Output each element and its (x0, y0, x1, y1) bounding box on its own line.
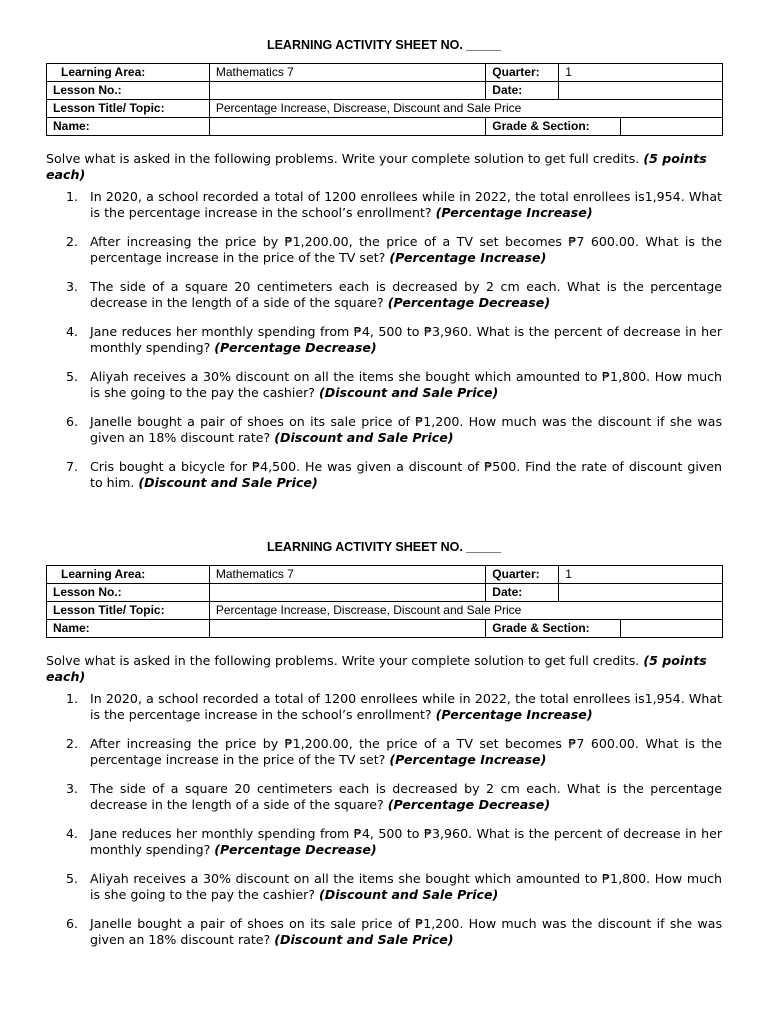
problem-topic-tag: (Percentage Increase) (389, 249, 547, 265)
problem-number: 1. (66, 189, 79, 204)
lesson-no-label: Lesson No.: (47, 82, 210, 100)
problem-topic-tag: (Discount and Sale Price) (138, 474, 318, 490)
learning-area-value: Mathematics 7 (209, 566, 485, 584)
problem-text: Cris bought a bicycle for ₱4,500. He was given a discount of ₱500. Find the rate of discount given to him. (90, 459, 722, 490)
problem-number: 1. (66, 691, 79, 706)
lesson-title-label: Lesson Title/ Topic: (47, 100, 210, 118)
date-field[interactable] (559, 82, 723, 100)
name-field[interactable] (209, 620, 485, 638)
lesson-title-label: Lesson Title/ Topic: (47, 602, 210, 620)
name-field[interactable] (209, 118, 485, 136)
problem-number: 4. (66, 826, 79, 841)
problem-topic-tag: (Percentage Increase) (435, 706, 593, 722)
problem-item (66, 459, 722, 490)
instructions (46, 151, 726, 182)
quarter-value: 1 (559, 566, 723, 584)
problem-topic-tag: (Percentage Decrease) (214, 841, 377, 857)
problem-item (66, 324, 722, 355)
problem-item (66, 691, 722, 722)
quarter-value: 1 (559, 64, 723, 82)
date-label: Date: (486, 584, 559, 602)
lesson-info-table (46, 565, 723, 638)
problem-topic-tag: (Percentage Decrease) (387, 294, 551, 310)
problem-number: 3. (66, 781, 79, 796)
problem-topic-tag: (Discount and Sale Price) (274, 429, 454, 445)
problem-topic-tag: (Percentage Increase) (389, 751, 547, 767)
sheet-title: LEARNING ACTIVITY SHEET NO. _____ (266, 38, 502, 52)
problem-topic-tag: (Percentage Decrease) (214, 339, 377, 355)
problem-text: Jane reduces her monthly spending from ₱4, 500 to ₱3,960. What is the percent of decrease in her monthly spending? (90, 826, 722, 857)
sheet-title: LEARNING ACTIVITY SHEET NO. _____ (266, 540, 502, 554)
problem-topic-tag: (Discount and Sale Price) (319, 886, 499, 902)
instructions-text: Solve what is asked in the following problems. Write your complete solution to get full credits. (46, 151, 640, 166)
problem-number: 3. (66, 279, 79, 294)
problem-text: Aliyah receives a 30% discount on all the items she bought which amounted to ₱1,800. How much is she going to the pay the cashier? (90, 369, 722, 400)
learning-area-value: Mathematics 7 (209, 64, 485, 82)
problem-topic-tag: (Discount and Sale Price) (319, 384, 499, 400)
problem-text: The side of a square 20 centimeters each is decreased by 2 cm each. What is the percentage decrease in the length of a side of the square? (90, 781, 722, 812)
problem-number: 7. (66, 459, 79, 474)
date-label: Date: (486, 82, 559, 100)
problem-topic-tag: (Percentage Decrease) (387, 796, 551, 812)
problem-number: 2. (66, 234, 79, 249)
name-label: Name: (47, 620, 210, 638)
problem-item (66, 414, 722, 445)
activity-sheet-1 (0, 34, 768, 490)
problem-item (66, 916, 722, 947)
problem-number: 6. (66, 414, 79, 429)
problem-item (66, 781, 722, 812)
problem-text: After increasing the price by ₱1,200.00, the price of a TV set becomes ₱7 600.00. What is the percentage increase in the price of the TV set? (90, 234, 722, 265)
instructions (46, 653, 726, 684)
problem-text: Janelle bought a pair of shoes on its sale price of ₱1,200. How much was the discount if she was given an 18% discount rate? (90, 916, 722, 947)
problem-item (66, 234, 722, 265)
lesson-no-field[interactable] (209, 82, 485, 100)
problem-text: After increasing the price by ₱1,200.00, the price of a TV set becomes ₱7 600.00. What is the percentage increase in the price of the TV set? (90, 736, 722, 767)
lesson-no-field[interactable] (209, 584, 485, 602)
problem-list (46, 691, 722, 961)
activity-sheet-2 (0, 536, 768, 947)
name-label: Name: (47, 118, 210, 136)
lesson-title-value: Percentage Increase, Discrease, Discount and Sale Price (209, 100, 722, 118)
problem-text: In 2020, a school recorded a total of 1200 enrollees while in 2022, the total enrollees is1,954. What is the percentage increase in the school’s enrollment? (90, 189, 722, 220)
instructions-points: (5 points each) (46, 151, 707, 182)
grade-section-label: Grade & Section: (486, 118, 621, 136)
date-field[interactable] (559, 584, 723, 602)
lesson-title-value: Percentage Increase, Discrease, Discount and Sale Price (209, 602, 722, 620)
problem-list (46, 189, 722, 504)
grade-section-field[interactable] (621, 620, 723, 638)
problem-item (66, 189, 722, 220)
instructions-points: (5 points each) (46, 653, 707, 684)
problem-number: 5. (66, 369, 79, 384)
problem-topic-tag: (Discount and Sale Price) (274, 931, 454, 947)
problem-number: 6. (66, 916, 79, 931)
problem-number: 5. (66, 871, 79, 886)
problem-number: 4. (66, 324, 79, 339)
lesson-no-label: Lesson No.: (47, 584, 210, 602)
problem-number: 2. (66, 736, 79, 751)
lesson-info-table (46, 63, 723, 136)
quarter-label: Quarter: (486, 566, 559, 584)
problem-item (66, 369, 722, 400)
problem-item (66, 826, 722, 857)
problem-item (66, 279, 722, 310)
grade-section-label: Grade & Section: (486, 620, 621, 638)
quarter-label: Quarter: (486, 64, 559, 82)
instructions-text: Solve what is asked in the following problems. Write your complete solution to get full credits. (46, 653, 640, 668)
problem-text: Aliyah receives a 30% discount on all the items she bought which amounted to ₱1,800. How much is she going to the pay the cashier? (90, 871, 722, 902)
problem-text: In 2020, a school recorded a total of 1200 enrollees while in 2022, the total enrollees is1,954. What is the percentage increase in the school’s enrollment? (90, 691, 722, 722)
problem-text: Janelle bought a pair of shoes on its sale price of ₱1,200. How much was the discount if she was given an 18% discount rate? (90, 414, 722, 445)
learning-area-label: Learning Area: (47, 566, 210, 584)
problem-item (66, 871, 722, 902)
problem-item (66, 736, 722, 767)
problem-text: Jane reduces her monthly spending from ₱4, 500 to ₱3,960. What is the percent of decrease in her monthly spending? (90, 324, 722, 355)
problem-topic-tag: (Percentage Increase) (435, 204, 593, 220)
problem-text: The side of a square 20 centimeters each is decreased by 2 cm each. What is the percentage decrease in the length of a side of the square? (90, 279, 722, 310)
grade-section-field[interactable] (621, 118, 723, 136)
learning-area-label: Learning Area: (47, 64, 210, 82)
